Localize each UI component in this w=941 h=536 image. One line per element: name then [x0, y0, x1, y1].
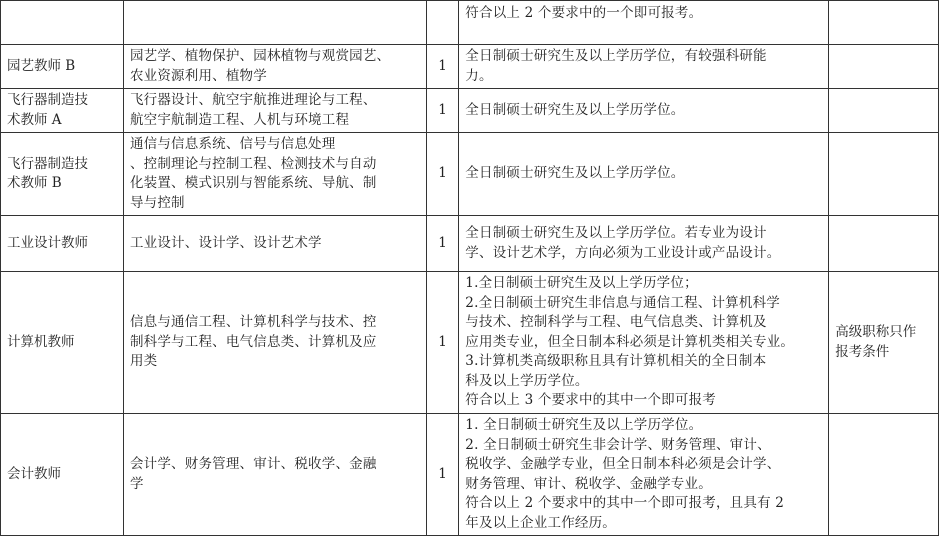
- major-cell: 飞行器设计、航空宇航推进理论与工程、 航空宇航制造工程、人机与环境工程: [123, 89, 426, 133]
- major-cell: [123, 1, 426, 45]
- table-row: [1, 45, 939, 89]
- requirements-cell: 全日制硕士研究生及以上学历学位，有较强科研能 力。: [459, 45, 829, 89]
- post-cell: 园艺教师 B: [1, 45, 124, 89]
- table-row: [1, 272, 939, 414]
- requirements-cell: 1.全日制硕士研究生及以上学历学位； 2.全日制硕士研究生非信息与通信工程、计算机科学 与技术、控制科学与工程、电气信息类、计算机及 应用类专业，但全日制本科必须是计算机类相关专业。 3.计算机类高级职称且具有计算机相关的全日制本 科及以上学历学位。 符合以上 3 个要求中的其中一个即可报考: [459, 272, 829, 414]
- count-cell: 1: [426, 272, 459, 414]
- table-row: [1, 89, 939, 133]
- count-cell: 1: [426, 45, 459, 89]
- major-cell: 园艺学、植物保护、园林植物与观赏园艺、 农业资源利用、植物学: [123, 45, 426, 89]
- note-cell: [829, 414, 939, 536]
- count-cell: 1: [426, 414, 459, 536]
- requirements-cell: 符合以上 2 个要求中的一个即可报考。: [459, 1, 829, 45]
- post-cell: 会计教师: [1, 414, 124, 536]
- table-row: [1, 216, 939, 272]
- post-cell: 工业设计教师: [1, 216, 124, 272]
- note-cell: [829, 89, 939, 133]
- note-cell: [829, 216, 939, 272]
- post-cell: [1, 1, 124, 45]
- count-cell: 1: [426, 89, 459, 133]
- count-cell: [426, 1, 459, 45]
- table-row: [1, 1, 939, 45]
- requirements-cell: 全日制硕士研究生及以上学历学位。若专业为设计 学、设计艺术学，方向必须为工业设计或产品设计。: [459, 216, 829, 272]
- major-cell: 会计学、财务管理、审计、税收学、金融 学: [123, 414, 426, 536]
- major-cell: 工业设计、设计学、设计艺术学: [123, 216, 426, 272]
- post-cell: 飞行器制造技 术教师 A: [1, 89, 124, 133]
- requirements-cell: 全日制硕士研究生及以上学历学位。: [459, 89, 829, 133]
- requirements-cell: 全日制硕士研究生及以上学历学位。: [459, 133, 829, 216]
- count-cell: 1: [426, 133, 459, 216]
- major-cell: 通信与信息系统、信号与信息处理 、控制理论与控制工程、检测技术与自动 化装置、模式识别与智能系统、导航、制 导与控制: [123, 133, 426, 216]
- note-cell: [829, 133, 939, 216]
- post-cell: 飞行器制造技 术教师 B: [1, 133, 124, 216]
- note-cell: [829, 45, 939, 89]
- note-cell: [829, 1, 939, 45]
- post-cell: 计算机教师: [1, 272, 124, 414]
- note-cell: 高级职称只作 报考条件: [829, 272, 939, 414]
- table-row: [1, 133, 939, 216]
- requirements-cell: 1. 全日制硕士研究生及以上学历学位。 2. 全日制硕士研究生非会计学、财务管理、审计、 税收学、金融学专业，但全日制本科必须是会计学、 财务管理、审计、税收学、金融学专业。 符合以上 2 个要求中的其中一个即可报考，且具有 2 年及以上企业工作经历。: [459, 414, 829, 536]
- major-cell: 信息与通信工程、计算机科学与技术、控 制科学与工程、电气信息类、计算机及应 用类: [123, 272, 426, 414]
- count-cell: 1: [426, 216, 459, 272]
- table-row: [1, 414, 939, 536]
